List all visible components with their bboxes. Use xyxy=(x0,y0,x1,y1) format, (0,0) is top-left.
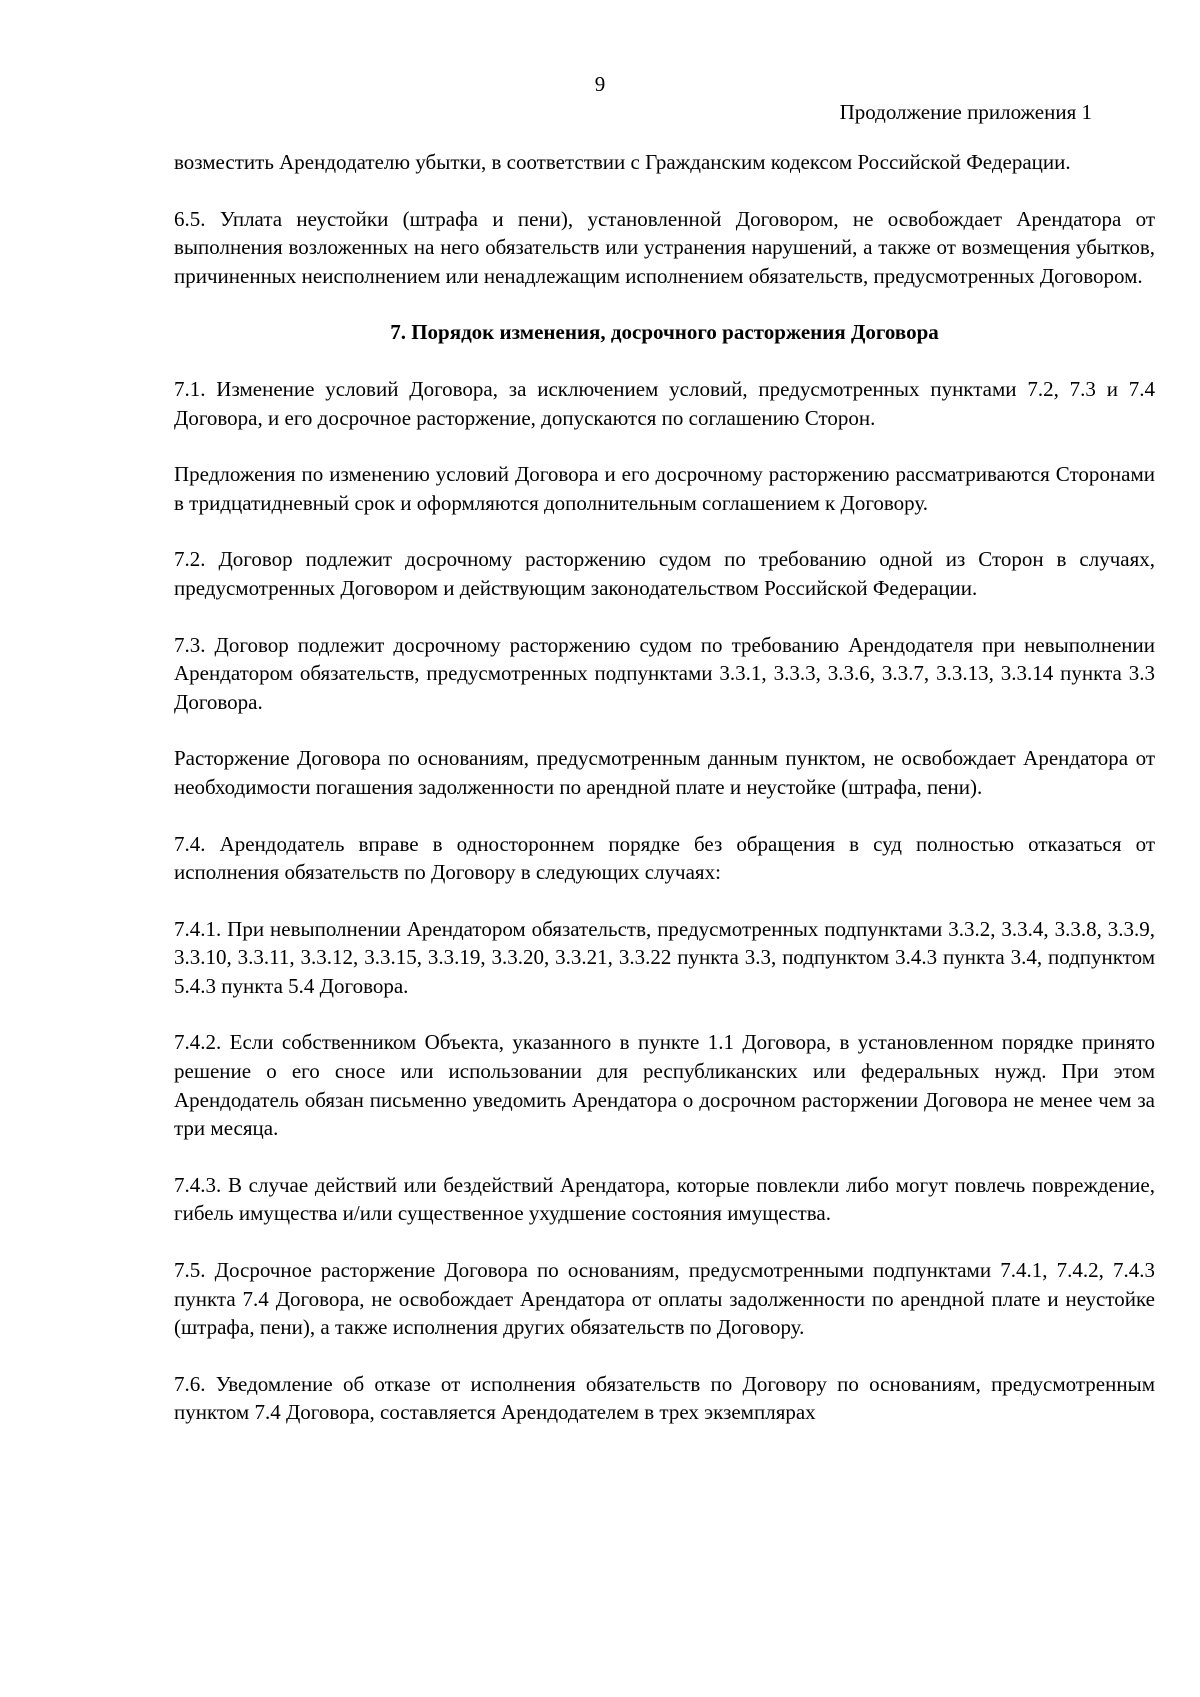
paragraph-7-6: 7.6. Уведомление об отказе от исполнения обязательств по Договору по основаниям, предусмотренным пунктом 7.4 Договора, составляется Арендодателем в трех экземплярах xyxy=(174,1371,1155,1425)
section-heading-7: 7. Порядок изменения, досрочного расторжения Договора xyxy=(390,320,939,345)
paragraph-7-3: 7.3. Договор подлежит досрочному расторжению судом по требованию Арендодателя при невыполнении Арендатором обязательств, предусмотренных подпунктами 3.3.1, 3.3.3, 3.3.6, 3.3.7, 3.3.13, 3.3.14 пункта 3.3 Договора. xyxy=(174,632,1155,714)
page-number: 9 xyxy=(594,72,606,96)
paragraph-7-3-termination: Расторжение Договора по основаниям, предусмотренным данным пунктом, не освобождает Арендатора от необходимости погашения задолженности по арендной плате и неустойке (штрафа, пени). xyxy=(174,746,1155,799)
paragraph-7-1-proposals: Предложения по изменению условий Договора и его досрочному расторжению рассматриваются Сторонами в тридцатидневный срок и оформляются дополнительным соглашением к Договору. xyxy=(174,462,1155,515)
paragraph-7-5: 7.5. Досрочное расторжение Договора по основаниям, предусмотренными подпунктами 7.4.1, 7.4.2, 7.4.3 пункта 7.4 Договора, не освобождает Арендатора от оплаты задолженности по арендной плате и неустойке (штрафа, пени), а также исполнения других обязательств по Договору. xyxy=(174,1258,1155,1340)
appendix-continuation-note: Продолжение приложения 1 xyxy=(839,100,1092,124)
paragraph-7-4: 7.4. Арендодатель вправе в одностороннем порядке без обращения в суд полностью отказаться от исполнения обязательств по Договору в следующих случаях: xyxy=(174,831,1155,885)
document-body xyxy=(174,148,1155,1455)
paragraph-6-5: 6.5. Уплата неустойки (штрафа и пени), установленной Договором, не освобождает Арендатора от выполнения возложенных на него обязательств или устранения нарушений, а также от возмещения убытков, причиненных неисполнением или ненадлежащим исполнением обязательств, предусмотренных Договором. xyxy=(174,206,1155,288)
paragraph-7-4-3: 7.4.3. В случае действий или бездействий Арендатора, которые повлекли либо могут повлечь повреждение, гибель имущества и/или существенное ухудшение состояния имущества. xyxy=(174,1172,1155,1226)
paragraph-7-2: 7.2. Договор подлежит досрочному расторжению судом по требованию одной из Сторон в случаях, предусмотренных Договором и действующим законодательством Российской Федерации. xyxy=(174,547,1155,600)
paragraph-7-4-2: 7.4.2. Если собственником Объекта, указанного в пункте 1.1 Договора, в установленном порядке принято решение о его сносе или использовании для республиканских или федеральных нужд. При этом Арендодатель обязан письменно уведомить Арендатора о досрочном расторжении Договора не менее чем за три месяца. xyxy=(174,1030,1155,1141)
paragraph-7-4-1: 7.4.1. При невыполнении Арендатором обязательств, предусмотренных подпунктами 3.3.2, 3.3.4, 3.3.8, 3.3.9, 3.3.10, 3.3.11, 3.3.12, 3.3.15, 3.3.19, 3.3.20, 3.3.21, 3.3.22 пункта 3.3, подпунктом 3.4.3 пункта 3.4, подпунктом 5.4.3 пункта 5.4 Договора. xyxy=(174,916,1155,998)
paragraph-6-4-continuation: возместить Арендодателю убытки, в соответствии с Гражданским кодексом Российской Федерации. xyxy=(174,150,1071,174)
paragraph-7-1: 7.1. Изменение условий Договора, за исключением условий, предусмотренных пунктами 7.2, 7.3 и 7.4 Договора, и его досрочное расторжение, допускаются по соглашению Сторон. xyxy=(174,376,1155,430)
